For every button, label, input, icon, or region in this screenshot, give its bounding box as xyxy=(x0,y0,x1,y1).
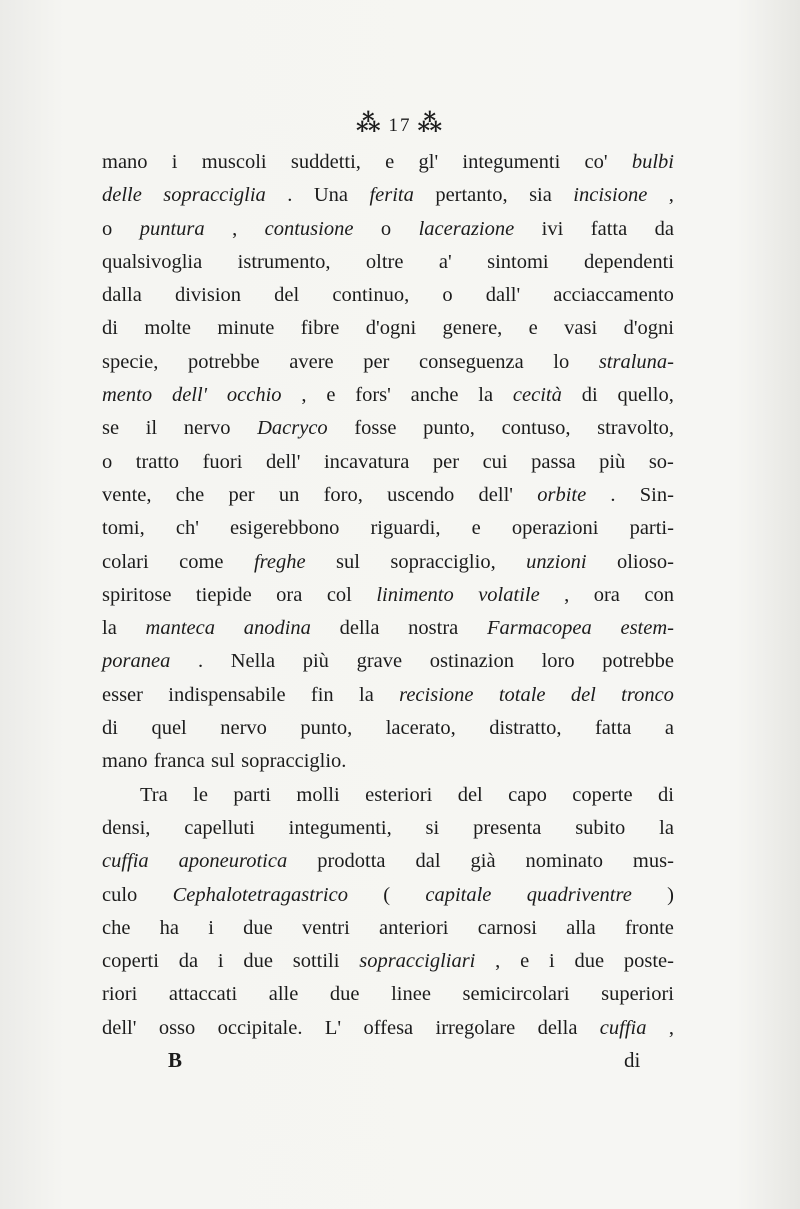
word: acciaccamento xyxy=(553,284,674,307)
word: da xyxy=(178,950,199,973)
text-line xyxy=(102,213,674,246)
italic-word: Dacryco xyxy=(257,417,328,440)
italic-word: totale xyxy=(498,683,546,706)
word: sia xyxy=(529,184,552,207)
word: qualsivoglia xyxy=(102,250,203,273)
word: densi, xyxy=(102,816,151,839)
italic-word: cuffia xyxy=(599,1016,647,1039)
word: che xyxy=(175,483,205,506)
word: linee xyxy=(391,983,431,1006)
word: a' xyxy=(438,250,452,273)
word: sopracciglio. xyxy=(241,750,347,773)
word: tomi, xyxy=(102,517,145,540)
word: spiritose xyxy=(102,583,172,606)
word: subito xyxy=(575,816,626,839)
text-line xyxy=(102,879,674,912)
word: ivi xyxy=(541,217,564,240)
text-line xyxy=(102,279,674,312)
word: fibre xyxy=(300,317,340,340)
italic-word: delle xyxy=(102,184,142,207)
word: dell' xyxy=(102,1016,137,1039)
word: stravolto, xyxy=(597,417,674,440)
word: integumenti xyxy=(462,151,561,173)
italic-word: straluna- xyxy=(598,350,674,373)
word: carnosi xyxy=(477,916,537,939)
word: quel xyxy=(151,717,187,740)
word: poste- xyxy=(623,950,674,973)
word: esser xyxy=(102,683,143,706)
word: , xyxy=(301,384,307,407)
italic-word: estem- xyxy=(620,617,674,640)
word: pertanto, xyxy=(435,184,508,207)
text-line xyxy=(102,512,674,545)
word: molte xyxy=(144,317,192,340)
italic-word: cuffia xyxy=(102,850,149,873)
word: d'ogni xyxy=(365,317,417,340)
italic-word: freghe xyxy=(253,550,306,573)
word: i xyxy=(208,916,214,939)
text-line xyxy=(102,612,674,645)
word: , xyxy=(668,1016,674,1039)
italic-word: anodina xyxy=(243,617,311,640)
text-line xyxy=(102,246,674,279)
word: dependenti xyxy=(584,250,674,273)
word: . xyxy=(287,184,293,207)
word: mano xyxy=(102,151,148,173)
word: co' xyxy=(584,151,608,173)
text-line xyxy=(102,812,674,845)
word: dalla xyxy=(102,284,142,307)
word: superiori xyxy=(601,983,674,1006)
italic-word: mento xyxy=(102,384,153,407)
text-line xyxy=(102,479,674,512)
word: tiepide xyxy=(195,583,252,606)
word: ora xyxy=(276,583,303,606)
word: capelluti xyxy=(184,816,255,839)
word: mano xyxy=(102,750,148,773)
word: ( xyxy=(383,883,391,906)
word: . xyxy=(610,483,616,506)
word: coperti xyxy=(102,950,159,973)
word: due xyxy=(243,950,273,973)
text-line xyxy=(102,146,674,179)
text-line xyxy=(102,346,674,379)
page-header xyxy=(0,108,800,138)
word: , xyxy=(232,217,238,240)
word: di xyxy=(658,783,674,806)
word: il xyxy=(145,417,158,440)
page-number: 17 xyxy=(388,115,412,136)
text-line xyxy=(102,645,674,678)
word: alle xyxy=(268,983,299,1006)
italic-word: quadriventre xyxy=(526,883,632,906)
italic-word: dell' xyxy=(171,384,208,407)
word: sintomi xyxy=(487,250,549,273)
word: dall' xyxy=(485,284,521,307)
word: i xyxy=(171,151,178,173)
word: e xyxy=(385,151,395,173)
word: specie, xyxy=(102,350,159,373)
text-line xyxy=(102,446,674,479)
word: due xyxy=(329,983,360,1006)
word: fatta xyxy=(590,217,628,240)
word: d'ogni xyxy=(623,317,674,340)
word: osso xyxy=(158,1016,196,1039)
italic-word: sopracciglia xyxy=(163,184,266,207)
italic-word: capitale xyxy=(425,883,492,906)
word: i xyxy=(548,950,555,973)
word: nervo xyxy=(220,717,267,740)
word: prodotta xyxy=(317,850,386,873)
italic-word: ferita xyxy=(369,184,414,207)
text-line xyxy=(102,179,674,212)
word: grave xyxy=(356,650,403,673)
italic-word: tronco xyxy=(621,683,674,706)
word: presenta xyxy=(473,816,542,839)
word: uscendo xyxy=(387,483,455,506)
word: le xyxy=(193,783,208,806)
word: minute xyxy=(217,317,275,340)
word: ora xyxy=(593,583,620,606)
word: ) xyxy=(667,883,674,906)
word: oltre xyxy=(365,250,404,273)
word: che xyxy=(102,916,131,939)
page-body-text xyxy=(102,146,674,1045)
word: col xyxy=(326,583,352,606)
word: parti xyxy=(233,783,271,806)
word: L' xyxy=(324,1016,342,1039)
word: cui xyxy=(482,450,508,473)
word: occipitale. xyxy=(217,1016,303,1039)
word: dal xyxy=(415,850,441,873)
italic-word: Cephalotetragastrico xyxy=(172,883,348,906)
italic-word: unzioni xyxy=(526,550,587,573)
word: due xyxy=(243,916,273,939)
word: per xyxy=(228,483,255,506)
word: indispensabile xyxy=(168,683,286,706)
word: riori xyxy=(102,983,138,1006)
italic-word: incisione xyxy=(573,184,648,207)
word: . xyxy=(197,650,204,673)
word: conseguenza xyxy=(418,350,524,373)
text-line xyxy=(102,978,674,1011)
word: anteriori xyxy=(379,916,449,939)
text-line xyxy=(102,912,674,945)
word: fatta xyxy=(594,717,632,740)
word: del xyxy=(274,284,300,307)
word: offesa xyxy=(363,1016,414,1039)
word: nostra xyxy=(408,617,459,640)
word: e xyxy=(326,384,336,407)
word: potrebbe xyxy=(187,350,260,373)
word: genere, xyxy=(442,317,503,340)
word: già xyxy=(470,850,496,873)
word: parti- xyxy=(629,517,674,540)
italic-word: manteca xyxy=(145,617,215,640)
word: esteriori xyxy=(365,783,433,806)
word: irregolare xyxy=(435,1016,516,1039)
word: olioso- xyxy=(616,550,674,573)
word: fors' xyxy=(355,384,391,407)
word: continuo, xyxy=(332,284,410,307)
word: o xyxy=(102,450,113,473)
ornament-left: ⁂ xyxy=(355,111,383,137)
word: per xyxy=(432,450,460,473)
word: o xyxy=(442,284,453,307)
word: e xyxy=(528,317,538,340)
word: la xyxy=(359,683,374,706)
italic-word: contusione xyxy=(264,217,354,240)
word: culo xyxy=(102,883,138,906)
word: ostinazion xyxy=(429,650,514,673)
word: avere xyxy=(289,350,334,373)
word: dell' xyxy=(265,450,301,473)
italic-word: occhio xyxy=(226,384,282,407)
word: punto, xyxy=(423,417,475,440)
word: passa xyxy=(531,450,576,473)
word: muscoli xyxy=(201,151,267,173)
word: da xyxy=(654,217,674,240)
word: della xyxy=(339,617,380,640)
italic-word: lacerazione xyxy=(418,217,515,240)
italic-word: sopraccigliari xyxy=(359,950,476,973)
italic-word: bulbi xyxy=(631,151,674,173)
word: coperte xyxy=(572,783,633,806)
word: fronte xyxy=(624,916,674,939)
word: della xyxy=(537,1016,578,1039)
italic-word: poranea xyxy=(102,650,171,673)
word: vente, xyxy=(102,483,152,506)
word: loro xyxy=(541,650,575,673)
word: nominato xyxy=(525,850,603,873)
text-line xyxy=(102,579,674,612)
italic-word: puntura xyxy=(139,217,205,240)
word: la xyxy=(478,384,494,407)
word: Una xyxy=(313,184,348,207)
word: mus- xyxy=(632,850,674,873)
word: a xyxy=(664,717,674,740)
word: distratto, xyxy=(489,717,562,740)
word: sul xyxy=(336,550,360,573)
word: Sin- xyxy=(639,483,674,506)
word: , xyxy=(668,184,674,207)
text-line xyxy=(102,745,674,778)
word: lo xyxy=(553,350,570,373)
word: foro, xyxy=(323,483,363,506)
text-line xyxy=(102,1012,674,1045)
italic-word: del xyxy=(570,683,596,706)
word: dell' xyxy=(478,483,513,506)
word: la xyxy=(102,617,117,640)
catchword: di xyxy=(624,1048,641,1072)
word: so- xyxy=(648,450,674,473)
word: , xyxy=(564,583,570,606)
word: suddetti, xyxy=(290,151,361,173)
word: molli xyxy=(296,783,340,806)
word: con xyxy=(644,583,674,606)
word: alla xyxy=(566,916,596,939)
word: fin xyxy=(310,683,334,706)
text-line xyxy=(102,312,674,345)
word: se xyxy=(102,417,120,440)
word: ventri xyxy=(302,916,350,939)
italic-word: orbite xyxy=(537,483,587,506)
ornament-right: ⁂ xyxy=(417,111,445,137)
word: semicircolari xyxy=(462,983,570,1006)
italic-word: linimento xyxy=(376,583,454,606)
italic-word: recisione xyxy=(399,683,474,706)
word: lacerato, xyxy=(385,717,456,740)
word: ha xyxy=(159,916,180,939)
word: di xyxy=(102,717,118,740)
italic-word: volatile xyxy=(478,583,540,606)
word: ch' xyxy=(175,517,199,540)
word: Nella xyxy=(230,650,276,673)
word: quello, xyxy=(617,384,674,407)
text-line xyxy=(102,412,674,445)
word: division xyxy=(174,284,242,307)
text-line xyxy=(102,712,674,745)
word: sottili xyxy=(292,950,340,973)
italic-word: cecità xyxy=(512,384,562,407)
word: riguardi, xyxy=(370,517,441,540)
word: più xyxy=(302,650,329,673)
word: per xyxy=(363,350,390,373)
page-footer xyxy=(0,1048,800,1078)
word: tratto xyxy=(135,450,180,473)
text-line xyxy=(102,845,674,878)
word: colari xyxy=(102,550,149,573)
word: e xyxy=(520,950,530,973)
word: e xyxy=(471,517,481,540)
word: come xyxy=(179,550,224,573)
word: istrumento, xyxy=(237,250,331,273)
word: due xyxy=(574,950,605,973)
word: o xyxy=(102,217,113,240)
text-line xyxy=(102,546,674,579)
signature-mark: B xyxy=(168,1048,183,1072)
word: la xyxy=(659,816,674,839)
word: sul xyxy=(211,750,235,773)
italic-word: Farmacopea xyxy=(487,617,592,640)
word: del xyxy=(457,783,483,806)
text-line xyxy=(102,379,674,412)
text-line xyxy=(102,779,674,812)
text-line xyxy=(102,679,674,712)
italic-word: aponeurotica xyxy=(178,850,288,873)
word: operazioni xyxy=(511,517,599,540)
word: nervo xyxy=(183,417,231,440)
word: anche xyxy=(410,384,459,407)
word: gl' xyxy=(418,151,439,173)
text-line xyxy=(102,945,674,978)
word: , xyxy=(495,950,501,973)
word: di xyxy=(581,384,598,407)
word: più xyxy=(599,450,626,473)
word: i xyxy=(217,950,224,973)
word: un xyxy=(278,483,300,506)
word: Tra xyxy=(140,783,168,806)
word: o xyxy=(380,217,392,240)
word: franca xyxy=(153,750,205,773)
word: capo xyxy=(508,783,547,806)
word: incavatura xyxy=(323,450,410,473)
word: integumenti, xyxy=(288,816,392,839)
word: contuso, xyxy=(501,417,571,440)
word: punto, xyxy=(300,717,353,740)
word: esigerebbono xyxy=(230,517,340,540)
word: vasi xyxy=(564,317,598,340)
word: fuori xyxy=(202,450,243,473)
word: sopracciglio, xyxy=(390,550,496,573)
word: attaccati xyxy=(168,983,238,1006)
word: fosse xyxy=(354,417,397,440)
word: di xyxy=(102,317,118,340)
word: si xyxy=(425,816,440,839)
word: potrebbe xyxy=(602,650,674,673)
